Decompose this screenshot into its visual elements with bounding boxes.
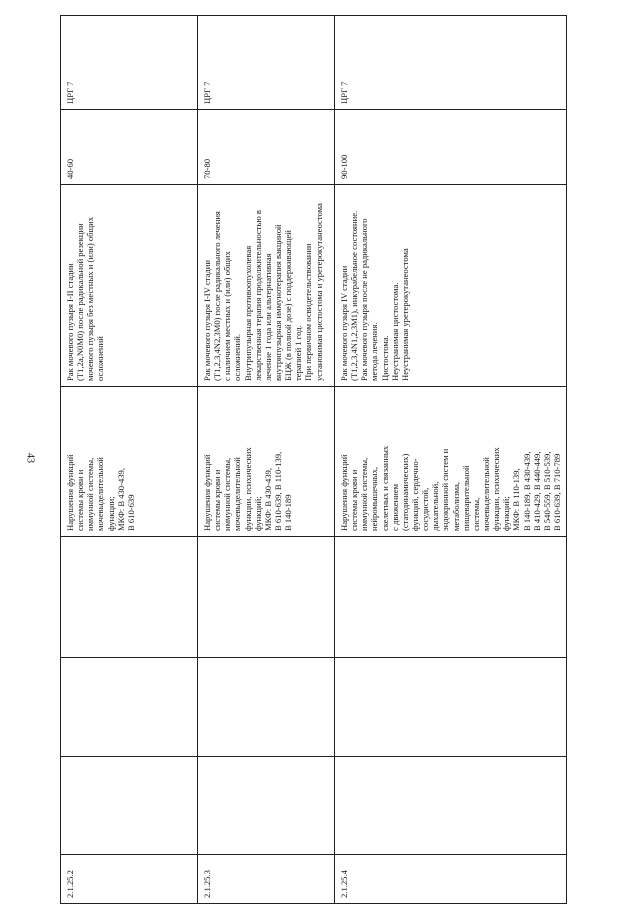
functions-cell: Нарушения функций системы крови и иммунной системы, нейромышечных, скелетных и связанных с движением (статодинамических) функций, сердечно- сосудистой, дыхательной, эндокринной систем и метаболизма, пищеварительной системы, мочевыделительной функции, психических функций; МКФ: В 110-139, В 140-189, В 430-439, В 410-429, В 440-449, В 540-559, В 510-539, В 610-639, В 710-789 (335, 387, 567, 537)
group-cell: ЦРГ 7 (198, 16, 335, 110)
functions-cell: Нарушения функций системы крови и иммунной системы, мочевыделительной функции, психических функций; МКФ: В 430-439, В 610-639, В 110-139, В 140-189 (198, 387, 335, 537)
row-code: 2.1.25.3 (198, 855, 335, 904)
document-table-wrapper (60, 16, 562, 904)
percent-cell: 90-100 (335, 110, 567, 185)
rotated-table-container (60, 16, 562, 904)
group-cell: ЦРГ 7 (61, 16, 198, 110)
empty-cell (335, 537, 567, 658)
empty-cell (335, 757, 567, 855)
empty-cell (198, 757, 335, 855)
classification-table (60, 15, 567, 904)
condition-cell: Рак мочевого пузыря I-II стадии (T1,2a,N0M0) после радикальной резекции мочевого пузыря без местных и (или) общих осложнений (61, 185, 198, 387)
row-code: 2.1.25.2 (61, 855, 198, 904)
table-row (335, 16, 567, 904)
empty-cell (61, 757, 198, 855)
functions-cell: Нарушения функций системы крови и иммунной системы, мочевыделительной функции; МКФ: В 430-439, В 610-639 (61, 387, 198, 537)
empty-cell (61, 537, 198, 658)
empty-cell (198, 658, 335, 757)
group-cell: ЦРГ 7 (335, 16, 567, 110)
empty-cell (198, 537, 335, 658)
percent-cell: 40-60 (61, 110, 198, 185)
page-number: 43 (24, 453, 36, 463)
table-row (198, 16, 335, 904)
condition-cell: Рак мочевого пузыря IV стадии (T1,2,3,4N1,2,3M1), инкурабельное состояние. Рак мочевого пузыря после не радикального метода лечения. Цистостома. Неустранимая цистостома. Неустранимая уретерокутанеостома (335, 185, 567, 387)
table-row (61, 16, 198, 904)
row-code: 2.1.25.4 (335, 855, 567, 904)
empty-cell (61, 658, 198, 757)
empty-cell (335, 658, 567, 757)
percent-cell: 70-80 (198, 110, 335, 185)
condition-cell: Рак мочевого пузыря I-IV стадии (T1,2,3,4N2,3M0) после радикального лечения с наличием местных и (или) общих осложнений. Внутрипузырная противоопухолевая лекарственная терапия продолжительностью в лечение 1 года или альтернативная внутрипузырная иммунотерапия вакциной БЦЖ (в полной дозе) с поддерживающей терапией 1 год. При первичном освидетельствовании установимая цистостома и уретерокутанеостома (198, 185, 335, 387)
